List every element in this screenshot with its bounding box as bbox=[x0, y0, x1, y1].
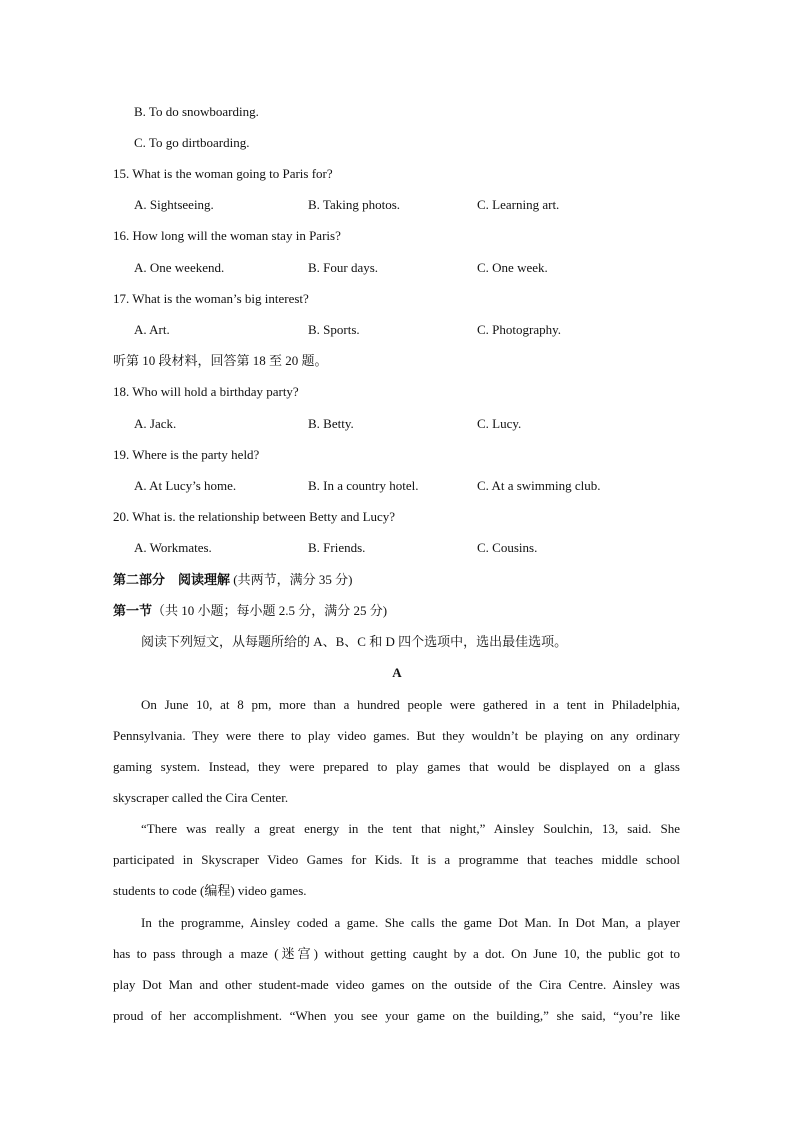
q15-option-c: C. Learning art. bbox=[477, 197, 560, 212]
section1-heading-score: （共 10 小题；每小题 2.5 分，满分 25 分) bbox=[152, 603, 388, 618]
paragraph-line: In the programme, Ainsley coded a game. She calls the game Dot Man. In Dot Man, a player bbox=[141, 915, 680, 930]
q17-option-c: C. Photography. bbox=[477, 322, 562, 337]
passage-paragraph-1 bbox=[113, 689, 680, 813]
q15-option-b: B. Taking photos. bbox=[308, 197, 401, 212]
paragraph-line: students to code (编程) video games. bbox=[113, 883, 307, 898]
passage-paragraph-3 bbox=[113, 907, 680, 1031]
q20-option-b: B. Friends. bbox=[308, 540, 366, 555]
q16-option-b: B. Four days. bbox=[308, 260, 379, 275]
paragraph-line: participated in Skyscraper Video Games for Kids. It is a programme that teaches middle school bbox=[113, 852, 680, 867]
question-16: 16. How long will the woman stay in Paris? bbox=[113, 228, 341, 243]
q16-option-a: A. One weekend. bbox=[134, 260, 225, 275]
q17-option-a: A. Art. bbox=[134, 322, 170, 337]
section1-heading bbox=[113, 603, 387, 619]
paragraph-line: gaming system. Instead, they were prepared to play games that would be displayed on a glass bbox=[113, 759, 680, 774]
paragraph-line: On June 10, at 8 pm, more than a hundred people were gathered in a tent in Philadelphia, bbox=[141, 697, 680, 712]
q20-option-a: A. Workmates. bbox=[134, 540, 212, 555]
q20-option-c: C. Cousins. bbox=[477, 540, 538, 555]
q14-option-c: C. To go dirtboarding. bbox=[134, 135, 250, 150]
q17-option-b: B. Sports. bbox=[308, 322, 360, 337]
section-10-instruction: 听第 10 段材料，回答第 18 至 20 题。 bbox=[113, 353, 328, 368]
section1-heading-title: 第一节 bbox=[113, 603, 153, 618]
q18-option-c: C. Lucy. bbox=[477, 416, 522, 431]
q18-option-b: B. Betty. bbox=[308, 416, 354, 431]
reading-instruction: 阅读下列短文，从每题所给的 A、B、C 和 D 四个选项中，选出最佳选项。 bbox=[141, 634, 568, 649]
paragraph-line: proud of her accomplishment. “When you see your game on the building,” she said, “you’re like bbox=[113, 1008, 680, 1023]
passage-paragraph-2 bbox=[113, 813, 680, 906]
paragraph-line: play Dot Man and other student-made video games on the outside of the Cira Centre. Ainsley was bbox=[113, 977, 680, 992]
paragraph-line: Pennsylvania. They were there to play video games. But they wouldn’t be playing on any ordinary bbox=[113, 728, 680, 743]
question-20: 20. What is. the relationship between Betty and Lucy? bbox=[113, 509, 396, 524]
paragraph-line: “There was really a great energy in the tent that night,” Ainsley Soulchin, 13, said. She bbox=[141, 821, 680, 836]
q19-option-c: C. At a swimming club. bbox=[477, 478, 601, 493]
q19-option-b: B. In a country hotel. bbox=[308, 478, 419, 493]
part2-heading-score: (共两节，满分 35 分) bbox=[230, 572, 353, 587]
q16-option-c: C. One week. bbox=[477, 260, 548, 275]
q18-option-a: A. Jack. bbox=[134, 416, 177, 431]
part2-heading-title: 第二部分 阅读理解 bbox=[113, 572, 231, 587]
question-15: 15. What is the woman going to Paris for? bbox=[113, 166, 333, 181]
paragraph-line: has to pass through a maze (迷宫) without getting caught by a dot. On June 10, the public got to bbox=[113, 946, 680, 961]
part2-heading bbox=[113, 572, 352, 588]
question-18: 18. Who will hold a birthday party? bbox=[113, 384, 299, 399]
question-17: 17. What is the woman’s big interest? bbox=[113, 291, 309, 306]
paragraph-line: skyscraper called the Cira Center. bbox=[113, 790, 289, 805]
question-19: 19. Where is the party held? bbox=[113, 447, 260, 462]
passage-label: A bbox=[392, 665, 402, 680]
q15-option-a: A. Sightseeing. bbox=[134, 197, 214, 212]
q19-option-a: A. At Lucy’s home. bbox=[134, 478, 237, 493]
q14-option-b: B. To do snowboarding. bbox=[134, 104, 259, 119]
